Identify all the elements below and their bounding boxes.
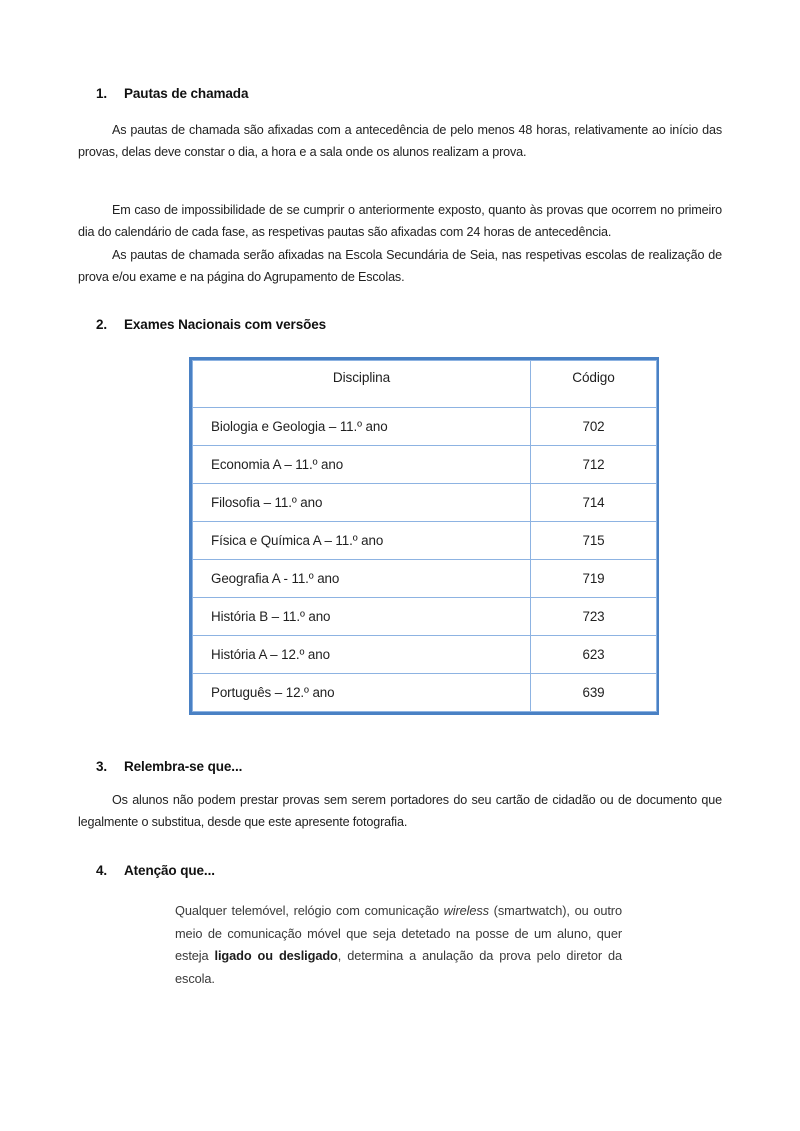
section-heading-4 bbox=[96, 863, 215, 878]
cell-codigo: 719 bbox=[531, 560, 657, 598]
cell-codigo: 723 bbox=[531, 598, 657, 636]
cell-disciplina: Biologia e Geologia – 11.º ano bbox=[193, 408, 531, 446]
cell-codigo: 639 bbox=[531, 674, 657, 712]
section-title-2: Exames Nacionais com versões bbox=[124, 317, 327, 332]
table-header-row bbox=[193, 361, 657, 408]
notice-text-part2: (smartwatch), ou outro meio de comunicação móvel que seja detetado na posse de um aluno, quer esteja bbox=[175, 903, 622, 963]
cell-codigo: 714 bbox=[531, 484, 657, 522]
paragraph-3-1: Os alunos não podem prestar provas sem serem portadores do seu cartão de cidadão ou de documento que legalmente o substitua, desde que este apresente fotografia. bbox=[78, 793, 722, 829]
cell-disciplina: História B – 11.º ano bbox=[193, 598, 531, 636]
table-row bbox=[193, 636, 657, 674]
cell-codigo: 702 bbox=[531, 408, 657, 446]
table-row bbox=[193, 408, 657, 446]
paragraph-1-3: As pautas de chamada serão afixadas na Escola Secundária de Seia, nas respetivas escolas de realização de prova e/ou exame e na página do Agrupamento de Escolas. bbox=[78, 248, 722, 284]
section-number-4: 4. bbox=[96, 863, 108, 878]
column-header-disciplina: Disciplina bbox=[193, 361, 531, 408]
notice-block bbox=[175, 900, 622, 990]
table-row bbox=[193, 674, 657, 712]
table-body bbox=[193, 408, 657, 712]
paragraph-1-2: Em caso de impossibilidade de se cumprir o anteriormente exposto, quanto às provas que ocorrem no primeiro dia do calendário de cada fase, as respetivas pautas são afixadas com 24 horas de antecedência. bbox=[78, 203, 722, 239]
cell-codigo: 623 bbox=[531, 636, 657, 674]
table-row bbox=[193, 484, 657, 522]
cell-disciplina: História A – 12.º ano bbox=[193, 636, 531, 674]
exam-versions-table bbox=[189, 357, 659, 715]
section-number-3: 3. bbox=[96, 759, 108, 774]
section-number-2: 2. bbox=[96, 317, 108, 332]
table-header bbox=[193, 361, 657, 408]
section-heading-3 bbox=[96, 759, 242, 774]
paragraph-1-1: As pautas de chamada são afixadas com a antecedência de pelo menos 48 horas, relativamente ao início das provas, delas deve constar o dia, a hora e a sala onde os alunos realizam a prova. bbox=[78, 123, 722, 159]
section-title-3: Relembra-se que... bbox=[124, 759, 243, 774]
section-number-1: 1. bbox=[96, 86, 108, 101]
section-title-1: Pautas de chamada bbox=[124, 86, 249, 101]
column-header-codigo: Código bbox=[531, 361, 657, 408]
notice-text-part3: , determina a anulação da prova pelo diretor da escola. bbox=[175, 948, 622, 986]
cell-disciplina: Física e Química A – 11.º ano bbox=[193, 522, 531, 560]
section-heading-1 bbox=[96, 86, 248, 101]
section-heading-2 bbox=[96, 317, 326, 332]
table-row bbox=[193, 598, 657, 636]
table-row bbox=[193, 522, 657, 560]
table-row bbox=[193, 446, 657, 484]
cell-disciplina: Filosofia – 11.º ano bbox=[193, 484, 531, 522]
notice-text-bold: ligado ou desligado bbox=[214, 948, 338, 963]
cell-codigo: 715 bbox=[531, 522, 657, 560]
notice-text-italic: wireless bbox=[443, 903, 489, 918]
cell-codigo: 712 bbox=[531, 446, 657, 484]
cell-disciplina: Geografia A - 11.º ano bbox=[193, 560, 531, 598]
notice-text-part1: Qualquer telemóvel, relógio com comunicação bbox=[175, 903, 444, 918]
cell-disciplina: Português – 12.º ano bbox=[193, 674, 531, 712]
section-title-4: Atenção que... bbox=[124, 863, 215, 878]
table-row bbox=[193, 560, 657, 598]
cell-disciplina: Economia A – 11.º ano bbox=[193, 446, 531, 484]
